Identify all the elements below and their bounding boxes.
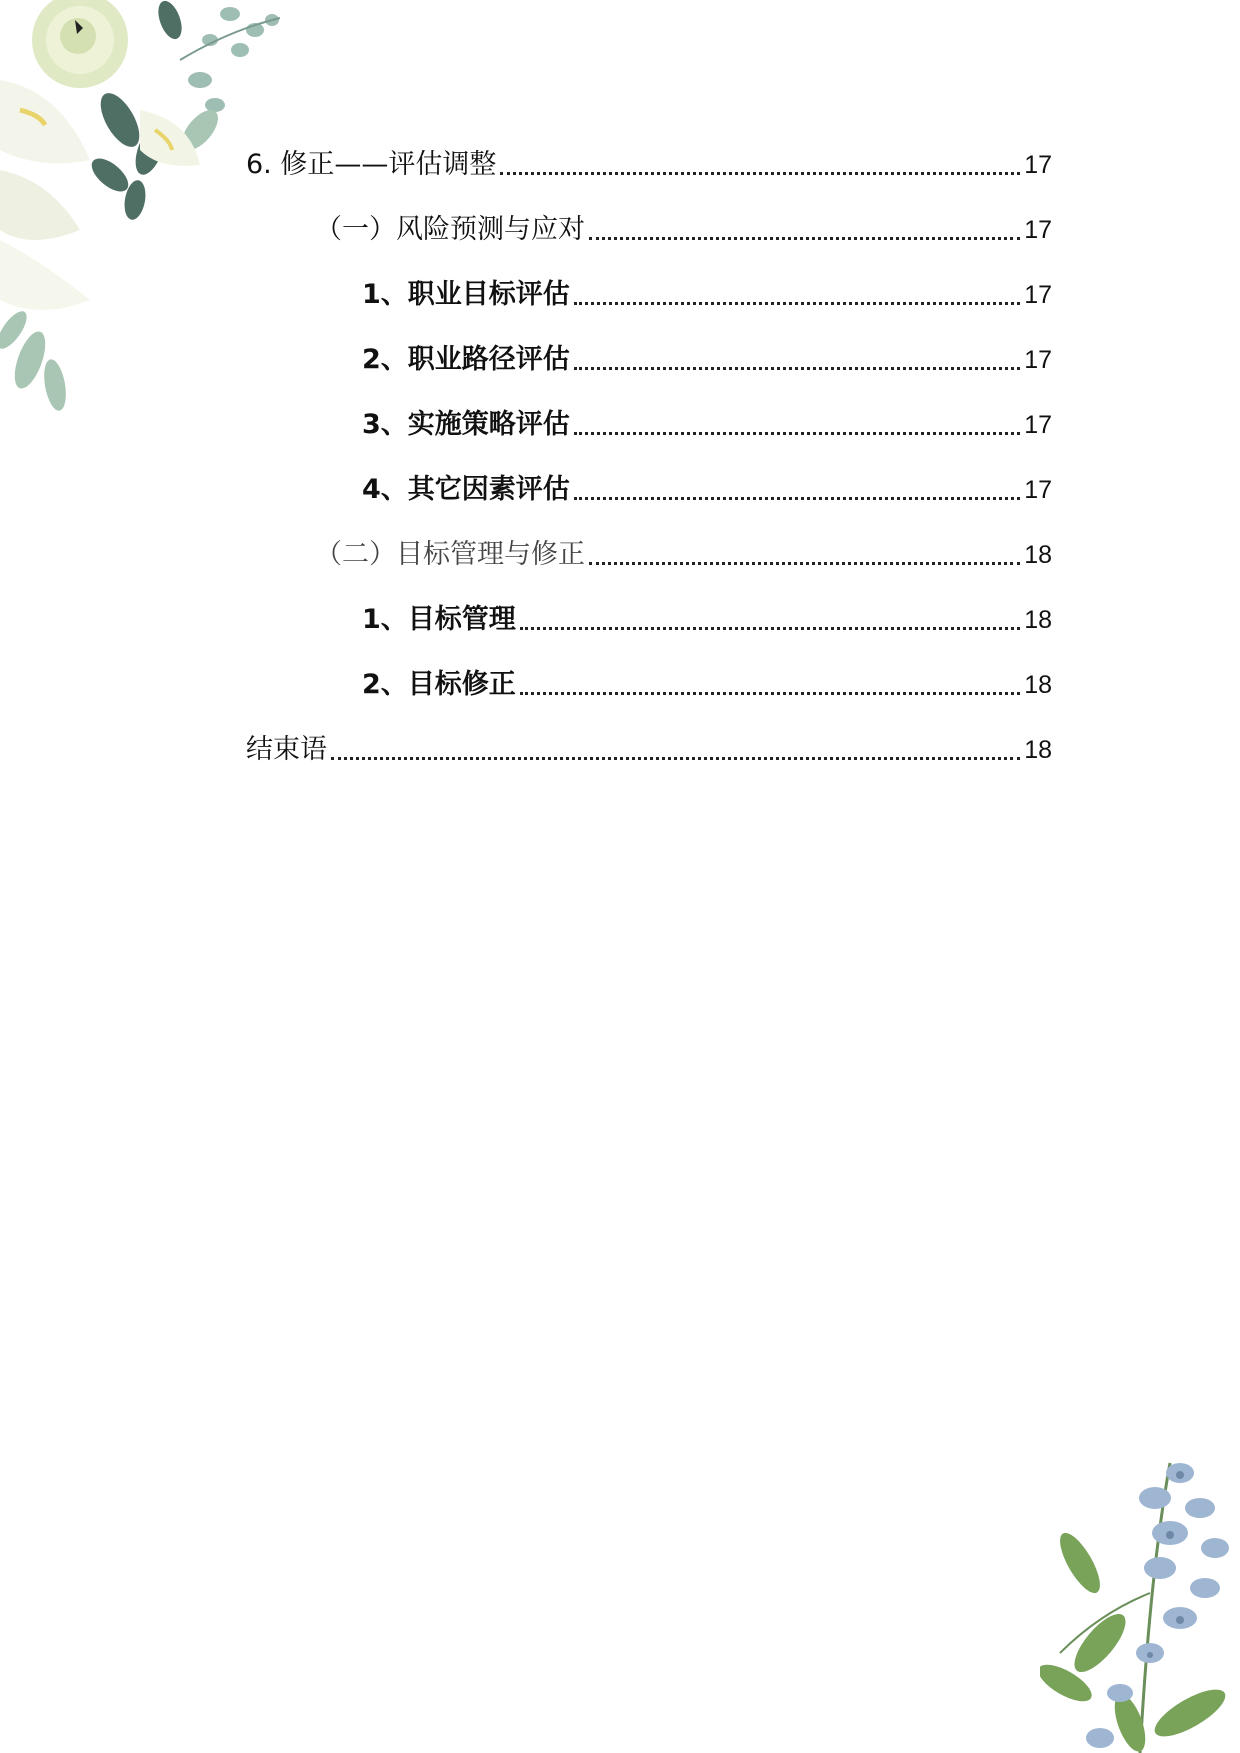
toc-entry-label: 结束语 <box>246 734 327 765</box>
toc-page-number: 17 <box>1024 216 1052 244</box>
toc-page-number: 18 <box>1024 736 1052 764</box>
toc-entry[interactable] <box>362 407 1052 443</box>
toc-entry-label: 1、目标管理 <box>362 604 516 635</box>
toc-entry-label: （一）风险预测与应对 <box>315 214 585 245</box>
toc-dot-leader <box>574 367 1020 370</box>
toc-dot-leader <box>574 302 1020 305</box>
toc-page-number: 18 <box>1024 606 1052 634</box>
toc-entry[interactable] <box>362 342 1052 378</box>
toc-page-number: 18 <box>1024 541 1052 569</box>
toc-dot-leader <box>574 432 1020 435</box>
toc-dot-leader <box>589 237 1020 240</box>
toc-entry-label: 2、目标修正 <box>362 669 516 700</box>
toc-dot-leader <box>500 172 1020 175</box>
toc-entry[interactable] <box>362 277 1052 313</box>
toc-entry-label: （二）目标管理与修正 <box>315 539 585 570</box>
toc-page-number: 17 <box>1024 476 1052 504</box>
toc-page-number: 17 <box>1024 346 1052 374</box>
toc-entry-label: 6. 修正——评估调整 <box>246 149 497 180</box>
toc-entry[interactable] <box>246 147 1052 183</box>
toc-dot-leader <box>589 562 1020 565</box>
toc-dot-leader <box>520 692 1020 695</box>
toc-entry-label: 3、实施策略评估 <box>362 409 570 440</box>
toc-page-number: 17 <box>1024 411 1052 439</box>
toc-page-number: 17 <box>1024 151 1052 179</box>
toc-entry[interactable] <box>362 472 1052 508</box>
toc-entry-label: 1、职业目标评估 <box>362 279 570 310</box>
toc-entry-label: 4、其它因素评估 <box>362 474 570 505</box>
toc-entry-label: 2、职业路径评估 <box>362 344 570 375</box>
toc-dot-leader <box>520 627 1020 630</box>
toc-entry[interactable] <box>362 602 1052 638</box>
toc-entry[interactable] <box>246 732 1052 768</box>
toc-dot-leader <box>331 757 1020 760</box>
toc-entry[interactable] <box>315 212 1052 248</box>
toc-entry[interactable] <box>362 667 1052 703</box>
toc-page-number: 18 <box>1024 671 1052 699</box>
toc-entry[interactable] <box>315 537 1052 573</box>
toc-page-number: 17 <box>1024 281 1052 309</box>
toc-dot-leader <box>574 497 1020 500</box>
